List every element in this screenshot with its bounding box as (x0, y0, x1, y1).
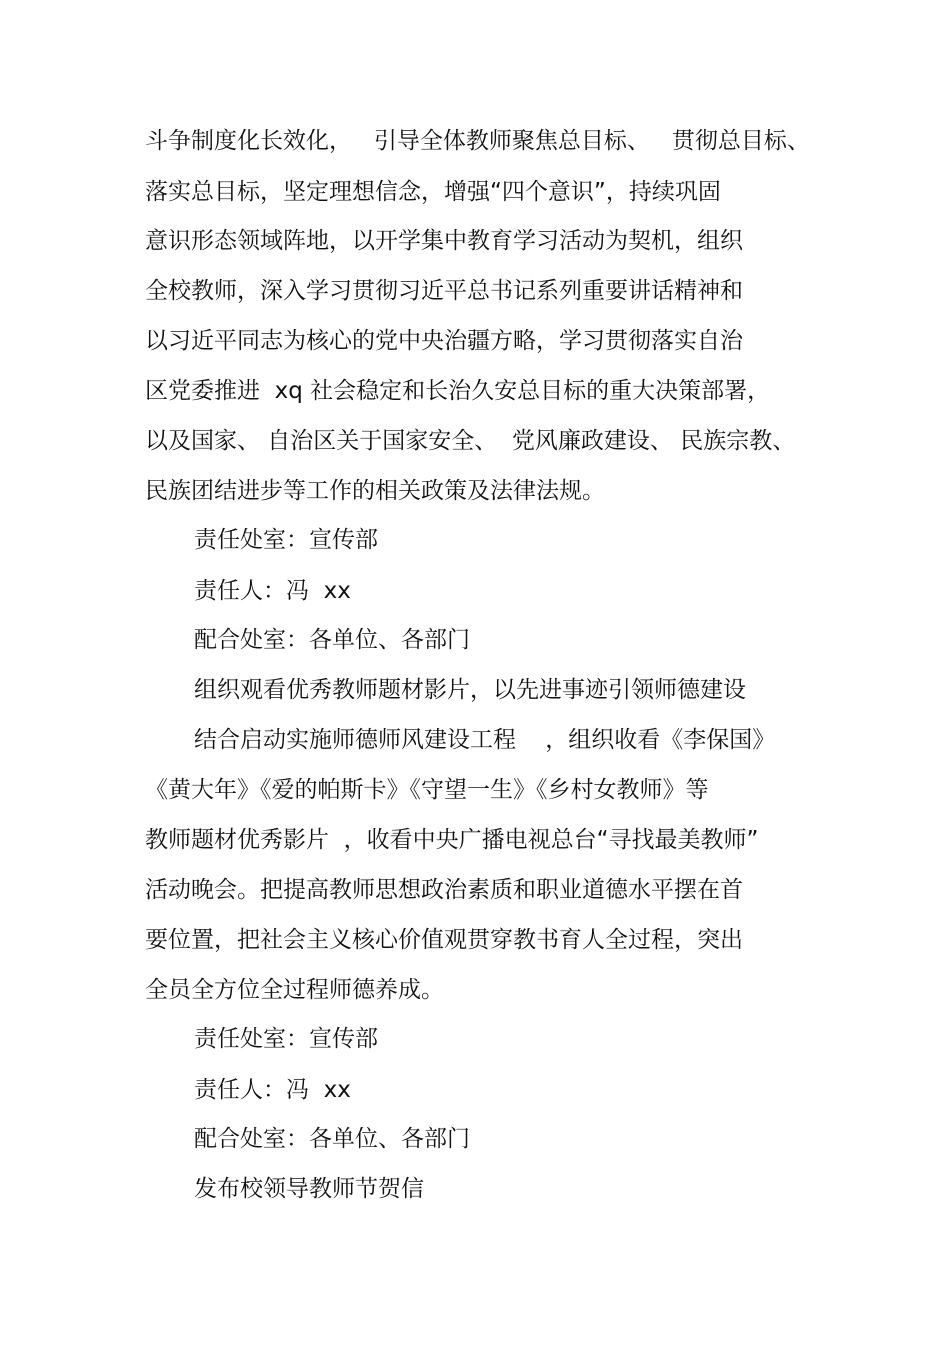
responsible-person-label: 责任人：冯 xx (194, 578, 351, 604)
text-line-3: 意识形态领域阵地，以开学集中教育学习活动为契机，组织 (145, 228, 743, 254)
text-line-5: 以习近平同志为核心的党中央治疆方略，学习贯彻落实自治 (145, 328, 743, 354)
text-line-13: 结合启动实施师德师风建设工程 ，组织收看《李保国》 (194, 727, 776, 753)
section-heading-films: 组织观看优秀教师题材影片，以先进事迹引领师德建设 (194, 677, 746, 703)
cooperating-office-label-2: 配合处室：各单位、各部门 (194, 1126, 470, 1152)
section-heading-letter: 发布校领导教师节贺信 (194, 1176, 424, 1202)
text-line-4: 全校教师，深入学习贯彻习近平总书记系列重要讲话精神和 (145, 278, 743, 304)
text-line-17: 要位置，把社会主义核心价值观贯穿教书育人全过程，突出 (145, 927, 743, 953)
text-line-15: 教师题材优秀影片 ，收看中央广播电视总台“寻找最美教师” (145, 827, 759, 853)
responsible-office-label: 责任处室：宣传部 (194, 527, 378, 553)
responsible-person-label-2: 责任人：冯 xx (194, 1077, 351, 1103)
text-line-2: 落实总目标，坚定理想信念，增强“四个意识”，持续巩固 (145, 179, 721, 205)
text-line-6: 区党委推进 xq 社会稳定和长治久安总目标的重大决策部署， (145, 378, 771, 404)
text-line-18: 全员全方位全过程师德养成。 (145, 977, 444, 1003)
text-line-16: 活动晚会。把提高教师思想政治素质和职业道德水平摆在首 (145, 877, 743, 903)
text-line-1: 斗争制度化长效化， 引导全体教师聚焦总目标、 贯彻总目标、 (145, 128, 810, 154)
text-line-7: 以及国家、 自治区关于国家安全、 党风廉政建设、 民族宗教、 (145, 428, 796, 454)
text-line-14: 《黄大年》《爱的帕斯卡》《守望一生》《乡村女教师》等 (145, 777, 709, 803)
text-line-8: 民族团结进步等工作的相关政策及法律法规。 (145, 478, 605, 504)
responsible-office-label-2: 责任处室：宣传部 (194, 1026, 378, 1052)
cooperating-office-label: 配合处室：各单位、各部门 (194, 627, 470, 653)
